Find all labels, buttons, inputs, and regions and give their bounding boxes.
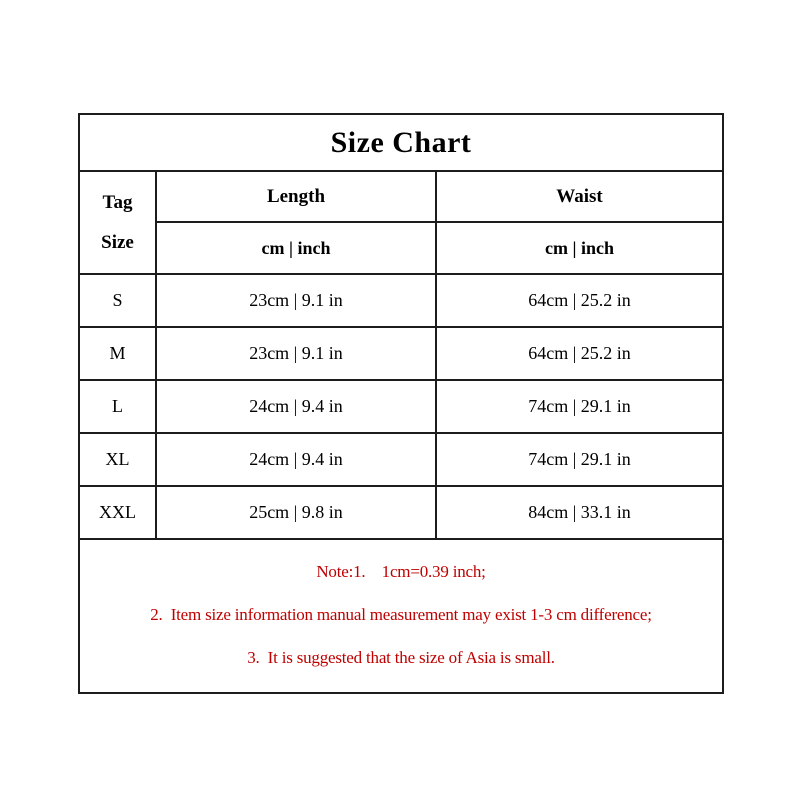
waist-value-cell: 74cm | 29.1 in [436, 380, 723, 433]
note-line-3: 3. It is suggested that the size of Asia is small. [247, 648, 555, 667]
waist-value-cell: 64cm | 25.2 in [436, 274, 723, 327]
waist-value-cell: 84cm | 33.1 in [436, 486, 723, 539]
length-unit-cell: cm | inch [156, 222, 436, 274]
length-value-cell: 24cm | 9.4 in [156, 380, 436, 433]
length-value-cell: 24cm | 9.4 in [156, 433, 436, 486]
size-tag-cell: L [79, 380, 156, 433]
table-row-s [79, 274, 723, 327]
waist-value-cell: 74cm | 29.1 in [436, 433, 723, 486]
title-row [79, 114, 723, 171]
tag-label: Tag [102, 191, 133, 213]
table-row-m [79, 327, 723, 380]
note-line-2: 2. Item size information manual measurement may exist 1-3 cm difference; [150, 605, 652, 624]
column-header-waist: Waist [436, 171, 723, 222]
table-row-xl [79, 433, 723, 486]
size-tag-cell: S [79, 274, 156, 327]
notes-row [79, 539, 723, 693]
column-header-length: Length [156, 171, 436, 222]
table-row-l [79, 380, 723, 433]
size-chart-table [78, 113, 724, 694]
size-tag-cell: M [79, 327, 156, 380]
length-value-cell: 23cm | 9.1 in [156, 274, 436, 327]
size-tag-cell: XXL [79, 486, 156, 539]
table-title: Size Chart [79, 114, 723, 171]
tag-size-corner-cell [79, 171, 156, 274]
table-row-xxl [79, 486, 723, 539]
length-value-cell: 23cm | 9.1 in [156, 327, 436, 380]
waist-unit-cell: cm | inch [436, 222, 723, 274]
header-row [79, 171, 723, 222]
notes-content [80, 540, 722, 666]
length-value-cell: 25cm | 9.8 in [156, 486, 436, 539]
waist-value-cell: 64cm | 25.2 in [436, 327, 723, 380]
unit-row [79, 222, 723, 274]
size-tag-cell: XL [79, 433, 156, 486]
size-label: Size [101, 231, 134, 253]
note-line-1: Note:1. 1cm=0.39 inch; [316, 562, 486, 581]
notes-section [79, 539, 723, 693]
